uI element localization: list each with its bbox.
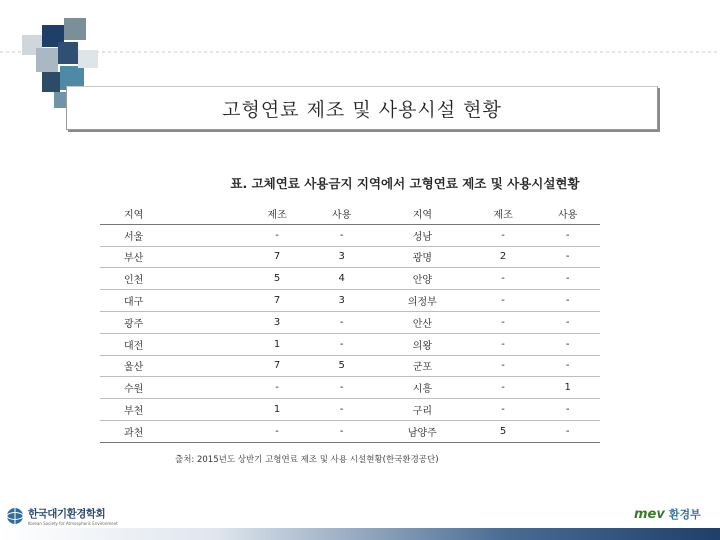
table-cell: -	[245, 224, 310, 246]
table-cell: 부산	[100, 246, 245, 268]
table-cell: 인천	[100, 268, 245, 290]
table-cell: -	[535, 268, 600, 290]
table-cell: 7	[245, 290, 310, 312]
table-cell: -	[535, 420, 600, 442]
table-cell: 5	[471, 420, 536, 442]
table-row	[100, 311, 600, 333]
table-cell: -	[309, 377, 374, 399]
table-cell: 부천	[100, 399, 245, 421]
table-title: 표. 고체연료 사용금지 지역에서 고형연료 제조 및 사용시설현황	[230, 176, 580, 191]
table-row	[100, 420, 600, 442]
table-cell: 구리	[374, 399, 471, 421]
ministry-logo	[634, 506, 701, 522]
table-cell: -	[535, 246, 600, 268]
table-row	[100, 268, 600, 290]
table-cell: 7	[245, 246, 310, 268]
table-cell: -	[535, 224, 600, 246]
header-use: 사용	[535, 203, 600, 224]
slide-title: 고형연료 제조 및 사용시설 현황	[66, 86, 658, 130]
table-cell: 5	[245, 268, 310, 290]
table-cell: -	[535, 399, 600, 421]
table-row	[100, 333, 600, 355]
table-cell: -	[471, 311, 536, 333]
table-cell: 대구	[100, 290, 245, 312]
table-cell: 시흥	[374, 377, 471, 399]
table-cell: 1	[535, 377, 600, 399]
table-cell: -	[471, 290, 536, 312]
table-cell: 의왕	[374, 333, 471, 355]
table-cell: -	[535, 333, 600, 355]
table-cell: 3	[309, 246, 374, 268]
table-cell: -	[471, 268, 536, 290]
table-cell: -	[535, 355, 600, 377]
ministry-name: 환경부	[668, 508, 701, 521]
table-cell: -	[309, 224, 374, 246]
table-cell: 울산	[100, 355, 245, 377]
globe-icon	[6, 507, 24, 525]
table-row	[100, 224, 600, 246]
table-header-row	[100, 203, 600, 224]
table-cell: 3	[245, 311, 310, 333]
table-body	[100, 224, 600, 442]
table-row	[100, 290, 600, 312]
table-cell: 5	[309, 355, 374, 377]
table-cell: 대전	[100, 333, 245, 355]
table-cell: -	[471, 355, 536, 377]
table-cell: 의정부	[374, 290, 471, 312]
kosae-subtitle: Korean Society for Atmospheric Environment	[28, 521, 118, 526]
header-manufacture: 제조	[471, 203, 536, 224]
table-cell: 4	[309, 268, 374, 290]
table-cell: -	[535, 311, 600, 333]
source-note: 출처: 2015년도 상반기 고형연료 제조 및 사용 시설현황(한국환경공단)	[175, 455, 439, 465]
table-cell: 1	[245, 399, 310, 421]
kosae-logo	[6, 506, 118, 526]
table-cell: -	[471, 377, 536, 399]
table-cell: 군포	[374, 355, 471, 377]
mev-mark: mev	[634, 506, 665, 522]
table-cell: 1	[245, 333, 310, 355]
table-cell: -	[309, 311, 374, 333]
table-cell: 남양주	[374, 420, 471, 442]
header-use: 사용	[309, 203, 374, 224]
table-cell: 수원	[100, 377, 245, 399]
header-manufacture: 제조	[245, 203, 310, 224]
table-cell: -	[309, 333, 374, 355]
header-region: 지역	[374, 203, 471, 224]
table-cell: -	[309, 420, 374, 442]
table-cell: -	[535, 290, 600, 312]
table-cell: 2	[471, 246, 536, 268]
table-row	[100, 399, 600, 421]
table-cell: 안양	[374, 268, 471, 290]
facility-table	[100, 203, 600, 443]
table-cell: 안산	[374, 311, 471, 333]
table-cell: 광주	[100, 311, 245, 333]
table-row	[100, 355, 600, 377]
table-cell: 과천	[100, 420, 245, 442]
table-cell: 성남	[374, 224, 471, 246]
table-cell: -	[471, 333, 536, 355]
table-row	[100, 377, 600, 399]
footer-bar	[0, 528, 720, 540]
table-cell: -	[245, 420, 310, 442]
header-region: 지역	[100, 203, 245, 224]
kosae-name: 한국대기환경학회	[28, 508, 106, 520]
table-cell: 서울	[100, 224, 245, 246]
table-cell: 광명	[374, 246, 471, 268]
table-cell: -	[245, 377, 310, 399]
table-cell: -	[471, 224, 536, 246]
table-cell: -	[309, 399, 374, 421]
table-cell: -	[471, 399, 536, 421]
table-cell: 3	[309, 290, 374, 312]
table-cell: 7	[245, 355, 310, 377]
table-row	[100, 246, 600, 268]
